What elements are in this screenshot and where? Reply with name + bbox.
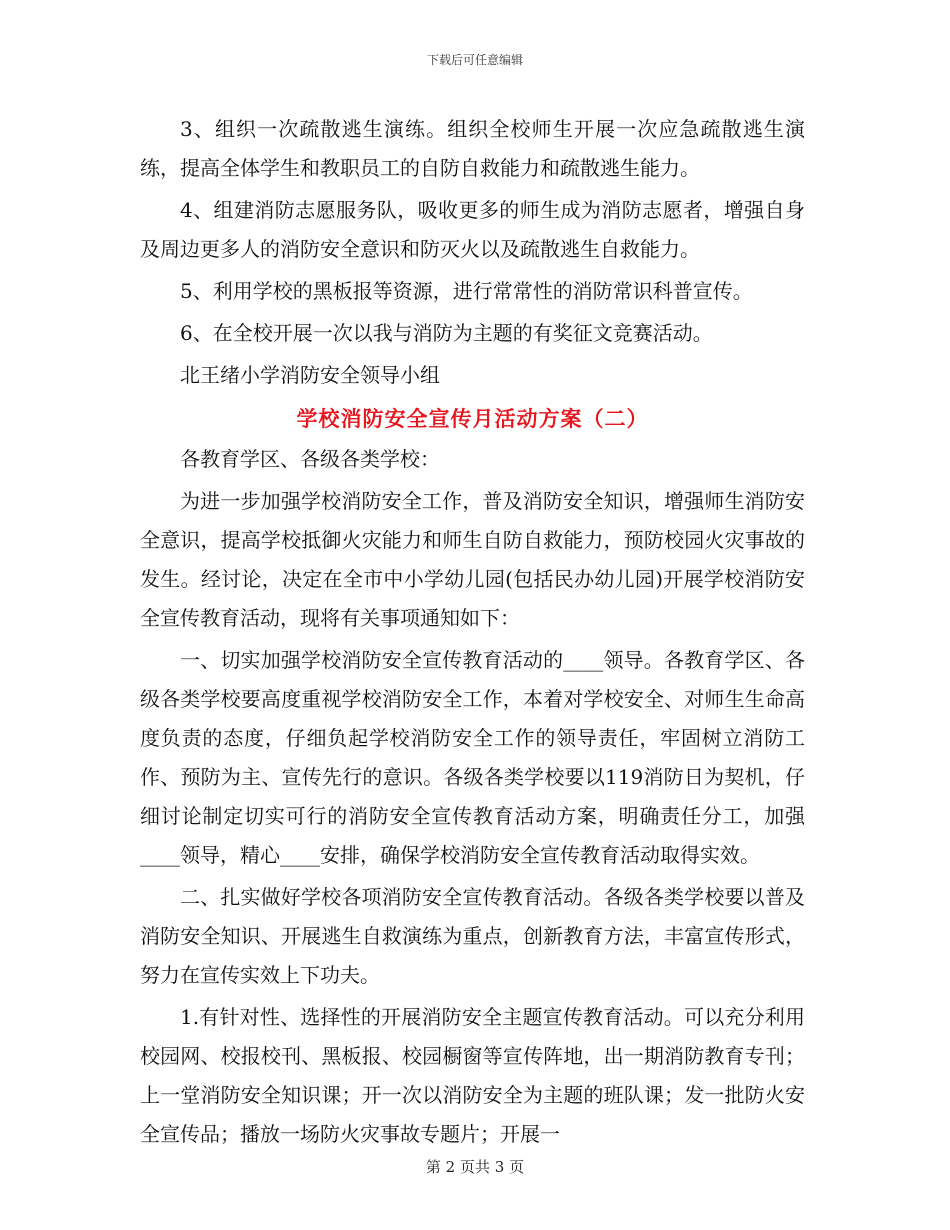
paragraph-item-6: 6、在全校开展一次以我与消防为主题的有奖征文竞赛活动。 <box>180 321 713 345</box>
document-body <box>140 110 805 1157</box>
paragraph-item-5: 5、利用学校的黑板报等资源，进行常常性的消防常识科普宣传。 <box>180 279 753 303</box>
section-title: 学校消防安全宣传月活动方案（二） <box>296 407 649 431</box>
section-two-paragraph: 二、扎实做好学校各项消防安全宣传教育活动。各级各类学校要以普及消防安全知识、开展逃生自救演练为重点，创新教育方法，丰富宣传形式，努力在宣传实效上下功夫。 <box>140 885 805 987</box>
page-header: 下载后可任意编辑 <box>426 53 523 67</box>
signature-line: 北王绪小学消防安全领导小组 <box>180 363 440 387</box>
section-one-paragraph: 一、切实加强学校消防安全宣传教育活动的____领导。各教育学区、各级各类学校要高度重视学校消防安全工作，本着对学校安全、对师生生命高度负责的态度，仔细负起学校消防安全工作的领导责任，牢固树立消防工作、预防为主、宣传先行的意识。各级各类学校要以119消防日为契机，仔细讨论制定切实可行的消防安全宣传教育活动方案，明确责任分工，加强____领导，精心____安排，确保学校消防安全宣传教育活动取得实效。 <box>140 648 805 867</box>
paragraph-item-3: 3、组织一次疏散逃生演练。组织全校师生开展一次应急疏散逃生演练，提高全体学生和教职员工的自防自救能力和疏散逃生能力。 <box>140 117 805 180</box>
paragraph-item-4: 4、组建消防志愿服务队，吸收更多的师生成为消防志愿者，增强自身及周边更多人的消防安全意识和防灭火以及疏散逃生自救能力。 <box>140 198 805 261</box>
salutation: 各教育学区、各级各类学校： <box>180 447 440 471</box>
page-footer: 第 2 页共 3 页 <box>425 1158 525 1176</box>
intro-paragraph: 为进一步加强学校消防安全工作，普及消防安全知识，增强师生消防安全意识，提高学校抵御火灾能力和师生自防自救能力，预防校园火灾事故的发生。经讨论，决定在全市中小学幼儿园(包括民办幼儿园)开展学校消防安全宣传教育活动，现将有关事项通知如下： <box>140 489 805 630</box>
subsection-one-paragraph: 1.有针对性、选择性的开展消防安全主题宣传教育活动。可以充分利用校园网、校报校刊、黑板报、校园橱窗等宣传阵地，出一期消防教育专刊；上一堂消防安全知识课；开一次以消防安全为主题的班队课；发一批防火安全宣传品；播放一场防火灾事故专题片；开展一 <box>140 1005 805 1146</box>
